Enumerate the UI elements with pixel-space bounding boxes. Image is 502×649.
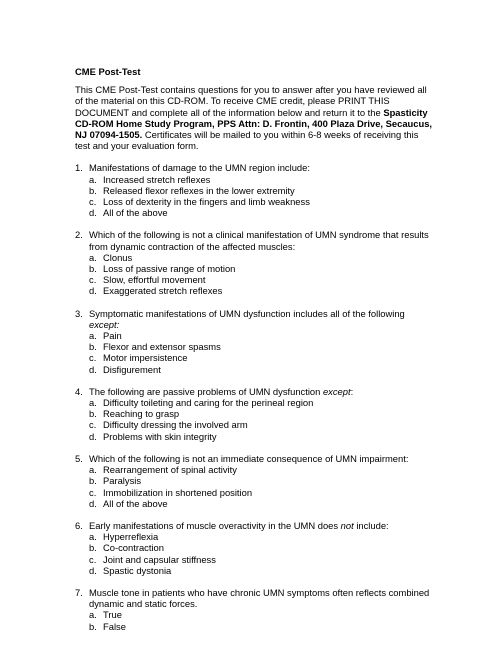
option-letter: b. <box>89 341 97 353</box>
option-text: Immobilization in shortened position <box>103 486 253 498</box>
answer-options <box>75 174 435 219</box>
option-text: All of the above <box>103 497 168 509</box>
option-text: Paralysis <box>103 475 142 487</box>
question-item <box>75 308 435 375</box>
question-item <box>75 229 435 296</box>
question-emphasis: not <box>340 519 354 531</box>
document-title: CME Post-Test <box>75 66 141 77</box>
option-text: Spastic dystonia <box>103 564 172 576</box>
answer-option <box>75 274 435 285</box>
option-letter: d. <box>89 430 97 442</box>
option-letter: a. <box>89 330 97 342</box>
question-stem <box>75 587 435 609</box>
option-letter: a. <box>89 173 97 185</box>
question-stem <box>75 308 435 330</box>
option-text: Problems with skin integrity <box>103 430 217 442</box>
option-letter: c. <box>89 352 97 364</box>
option-text: Loss of passive range of motion <box>103 263 236 275</box>
answer-option <box>75 531 435 542</box>
option-text: Pain <box>103 330 122 342</box>
option-text: Disfigurement <box>103 363 161 375</box>
question-item <box>75 587 435 632</box>
answer-option <box>75 609 435 620</box>
option-letter: d. <box>89 363 97 375</box>
answer-option <box>75 185 435 196</box>
answer-option <box>75 565 435 576</box>
question-text-main: Symptomatic manifestations of UMN dysfunction includes all of the following <box>89 307 405 319</box>
option-letter: a. <box>89 531 97 543</box>
intro-text-after: Certificates will be mailed to you within 6-8 weeks of receiving this test and your evaluation form. <box>75 129 419 152</box>
question-stem <box>75 453 435 464</box>
option-letter: a. <box>89 609 97 621</box>
question-stem <box>75 520 435 531</box>
question-text <box>89 308 435 330</box>
question-text-main: Which of the following is not a clinical manifestation of UMN syndrome that results from dynamic contraction of the affected muscles: <box>89 229 429 252</box>
question-number: 5. <box>75 452 83 464</box>
question-item <box>75 386 435 442</box>
answer-options <box>75 531 435 576</box>
option-text: Clonus <box>103 251 133 263</box>
question-text-main: Early manifestations of muscle overactivity in the UMN does <box>89 519 341 531</box>
question-item <box>75 520 435 576</box>
question-number: 6. <box>75 519 83 531</box>
option-letter: b. <box>89 542 97 554</box>
option-text: False <box>103 620 126 632</box>
question-text-main: Which of the following is not an immediate consequence of UMN impairment: <box>89 452 409 464</box>
answer-option <box>75 498 435 509</box>
option-text: Difficulty toileting and caring for the perineal region <box>103 397 314 409</box>
option-letter: b. <box>89 263 97 275</box>
question-text-main: Muscle tone in patients who have chronic UMN symptoms often reflects combined dynamic and static forces. <box>89 586 430 610</box>
answer-options <box>75 397 435 442</box>
option-text: Loss of dexterity in the fingers and limb weakness <box>103 196 310 208</box>
question-stem <box>75 162 435 173</box>
question-text-main: Manifestations of damage to the UMN region include: <box>89 162 310 174</box>
question-text <box>89 386 435 397</box>
question-text-after: : <box>350 385 354 397</box>
question-text-after: include: <box>353 519 389 531</box>
question-item <box>75 162 435 218</box>
option-letter: a. <box>89 464 97 476</box>
option-letter: b. <box>89 475 97 487</box>
option-letter: c. <box>89 196 97 208</box>
answer-option <box>75 464 435 475</box>
option-letter: d. <box>89 207 97 219</box>
answer-option <box>75 621 435 632</box>
answer-option <box>75 207 435 218</box>
answer-option <box>75 431 435 442</box>
question-stem <box>75 386 435 397</box>
answer-option <box>75 554 435 565</box>
option-text: Difficulty dressing the involved arm <box>103 419 248 431</box>
answer-option <box>75 475 435 486</box>
option-letter: c. <box>89 274 97 286</box>
option-letter: d. <box>89 564 97 576</box>
option-letter: b. <box>89 620 97 632</box>
option-letter: b. <box>89 408 97 420</box>
answer-options <box>75 252 435 297</box>
answer-options <box>75 464 435 509</box>
question-text <box>89 587 435 609</box>
option-letter: d. <box>89 285 97 297</box>
answer-option <box>75 330 435 341</box>
option-letter: a. <box>89 397 97 409</box>
document-page <box>75 66 435 643</box>
question-number: 4. <box>75 385 83 397</box>
option-text: Motor impersistence <box>103 352 188 364</box>
answer-options <box>75 609 435 631</box>
option-text: Hyperreflexia <box>103 531 159 543</box>
question-text <box>89 162 435 173</box>
option-text: True <box>103 609 122 621</box>
option-text: Exaggerated stretch reflexes <box>103 285 223 297</box>
question-text <box>89 520 435 531</box>
answer-option <box>75 364 435 375</box>
question-text <box>89 453 435 464</box>
option-text: Reaching to grasp <box>103 408 180 420</box>
answer-option <box>75 196 435 207</box>
answer-option <box>75 352 435 363</box>
option-text: Slow, effortful movement <box>103 274 206 286</box>
question-text-main: The following are passive problems of UMN dysfunction <box>89 385 323 397</box>
answer-option <box>75 408 435 419</box>
question-emphasis: except: <box>89 318 120 330</box>
option-letter: d. <box>89 497 97 509</box>
option-text: Co-contraction <box>103 542 164 554</box>
option-letter: c. <box>89 419 97 431</box>
question-emphasis: except <box>322 385 351 397</box>
question-item <box>75 453 435 509</box>
answer-option <box>75 487 435 498</box>
question-number: 2. <box>75 229 83 241</box>
option-letter: c. <box>89 486 97 498</box>
question-stem <box>75 229 435 251</box>
answer-option <box>75 397 435 408</box>
option-text: Rearrangement of spinal activity <box>103 464 237 476</box>
option-letter: b. <box>89 184 97 196</box>
question-number: 3. <box>75 307 83 319</box>
answer-option <box>75 341 435 352</box>
question-text <box>89 229 435 251</box>
option-letter: a. <box>89 251 97 263</box>
option-letter: c. <box>89 553 97 565</box>
answer-option <box>75 419 435 430</box>
answer-option <box>75 252 435 263</box>
answer-option <box>75 174 435 185</box>
question-number: 7. <box>75 586 83 598</box>
option-text: Released flexor reflexes in the lower extremity <box>103 184 295 196</box>
answer-option <box>75 542 435 553</box>
answer-options <box>75 330 435 375</box>
option-text: Flexor and extensor spasms <box>103 341 221 353</box>
question-list <box>75 162 435 631</box>
option-text: All of the above <box>103 207 168 219</box>
answer-option <box>75 263 435 274</box>
question-number: 1. <box>75 162 83 174</box>
option-text: Increased stretch reflexes <box>103 173 211 185</box>
intro-paragraph <box>75 84 435 151</box>
intro-text-before: This CME Post-Test contains questions for you to answer after you have reviewed all of the material on this CD-ROM. To receive CME credit, please PRINT THIS DOCUMENT and complete all of the information below and return it to the <box>75 84 427 118</box>
answer-option <box>75 285 435 296</box>
option-text: Joint and capsular stiffness <box>103 553 216 565</box>
mailing-address: Spasticity CD-ROM Home Study Program, PPS Attn: D. Frontin, 400 Plaza Drive, Secaucus, NJ 07094-1505. <box>75 106 433 141</box>
